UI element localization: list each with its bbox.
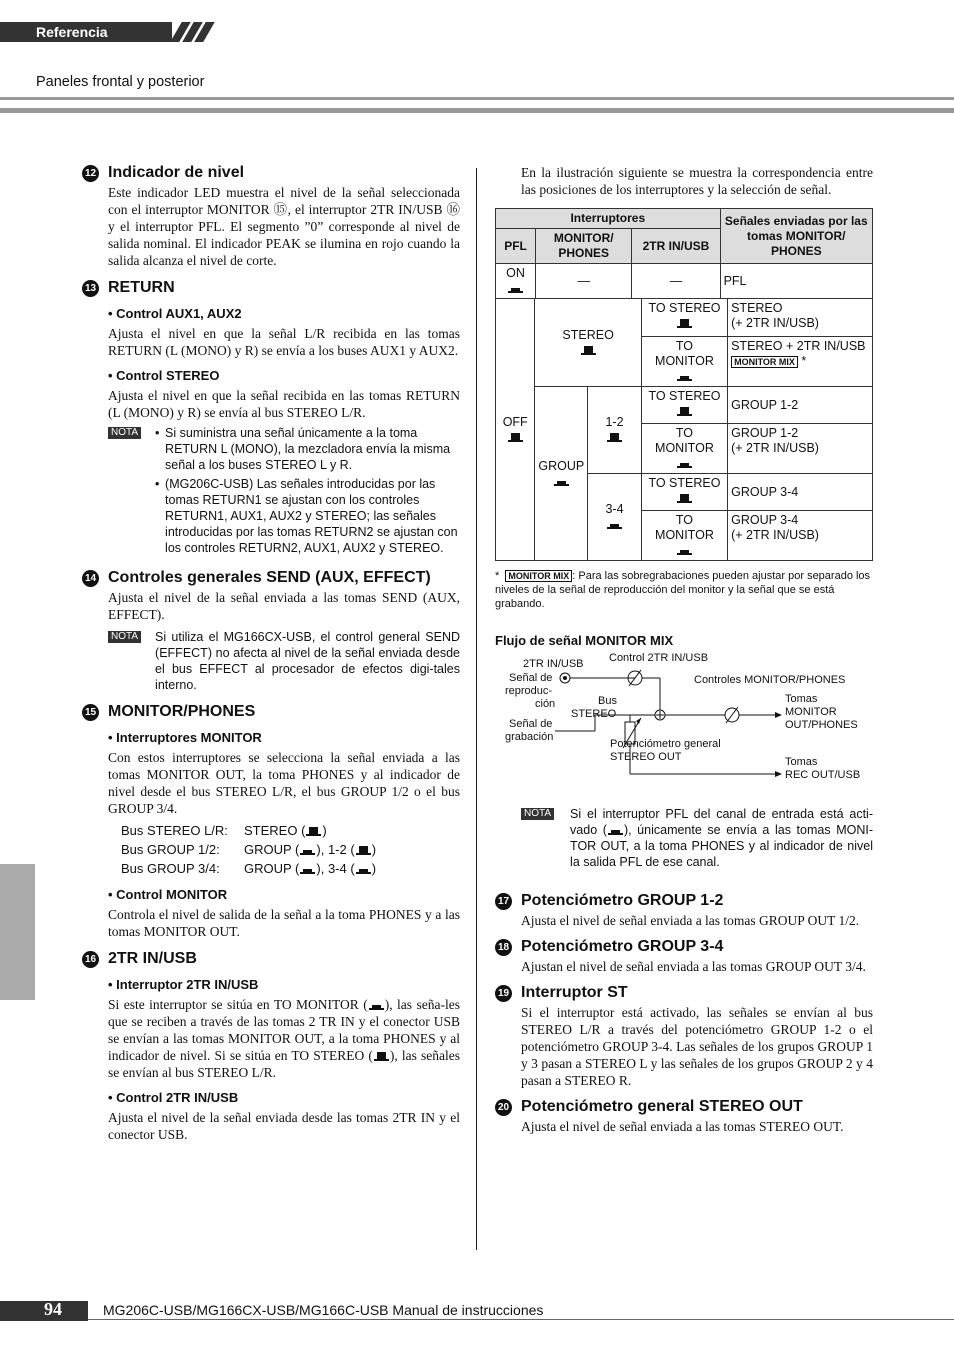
label-grab: Señal de xyxy=(509,718,553,730)
cell-result: GROUP 3-4 xyxy=(728,474,873,511)
note-item: (MG206C-USB) Las señales introducidas por las tomas RETURN1 se ajustan con los controles RETURN1, AUX1, AUX2 y STEREO; las señales introducidas por las tomas RETURN2 se ajustan con los controles RETURN2, AUX1, AUX2 y STEREO. xyxy=(165,477,458,555)
th-pfl: PFL xyxy=(496,229,536,264)
switch-up-icon xyxy=(607,433,622,442)
section-19-heading xyxy=(495,984,873,1002)
cell-to-stereo xyxy=(641,387,727,424)
cell-to-stereo xyxy=(641,474,727,511)
bus-label: Bus GROUP 1/2: xyxy=(121,842,220,857)
section-number: 17 xyxy=(495,893,512,910)
paragraph: Ajusta el nivel de la señal enviada desde las tomas 2TR IN y el conector USB. xyxy=(108,1110,460,1142)
bus-value: GROUP ( xyxy=(244,861,300,876)
label-pot: Potenciómetro general xyxy=(610,738,721,750)
cell-text: TO MONITOR xyxy=(655,339,714,368)
cell-text: TO STEREO xyxy=(648,476,721,490)
monitor-mix-badge: MONITOR MIX xyxy=(505,570,572,582)
bus-value: ) xyxy=(322,823,327,838)
note-block xyxy=(82,629,460,693)
switch-up-icon xyxy=(306,827,321,836)
section-14-heading xyxy=(82,569,460,587)
cell-text: STEREO xyxy=(562,327,614,342)
label-bus: Bus xyxy=(598,695,617,707)
cell-text: STEREO xyxy=(731,301,783,315)
cell-text: 1-2 xyxy=(605,415,624,429)
label-rec: Tomas xyxy=(785,756,818,768)
section-tab-label: Referencia xyxy=(36,24,108,40)
section-tab xyxy=(0,22,210,42)
bullet-heading: • Control STEREO xyxy=(108,368,220,383)
switch-down-icon xyxy=(608,826,623,835)
th-monitor: MONITOR/ PHONES xyxy=(536,229,632,264)
cell-text: ON xyxy=(506,266,525,280)
cell-to-monitor xyxy=(641,511,727,561)
section-title: 2TR IN/USB xyxy=(108,950,197,967)
switch-up-icon xyxy=(374,1052,389,1061)
switch-down-icon xyxy=(369,1001,384,1010)
switch-up-icon xyxy=(677,494,692,503)
paragraph: Ajusta el nivel de la señal enviada a las tomas SEND (AUX, EFFECT). xyxy=(108,590,460,622)
section-number: 14 xyxy=(82,570,99,587)
switch-up-icon xyxy=(677,319,692,328)
cell-text: GROUP 1-2 xyxy=(731,426,799,440)
bus-value: STEREO ( xyxy=(244,823,306,838)
column-divider xyxy=(476,168,477,1250)
bus-value: GROUP ( xyxy=(244,842,300,857)
text-run: ), las seña-les que se reciben a través de las tomas 2 TR IN y el conector USB se envían a las tomas MONITOR OUT, a la toma PHONES y al indicador de nivel. Si se sitúa en TO STEREO ( xyxy=(108,997,460,1063)
text-run: ), las señales se envían al bus STEREO L/R. xyxy=(108,1048,460,1080)
paragraph: Ajusta el nivel en que la señal L/R recibida en las tomas RETURN (L (MONO) y R) se envía a los buses AUX1 y AUX2. xyxy=(108,326,460,358)
switch-up-icon xyxy=(508,433,523,442)
switch-up-icon xyxy=(356,846,371,855)
cell-result: GROUP 1-2 xyxy=(728,387,873,424)
switch-down-icon xyxy=(300,846,315,855)
section-title: Controles generales SEND (AUX, EFFECT) xyxy=(108,569,431,586)
section-number: 12 xyxy=(82,165,99,182)
footer-rule xyxy=(88,1319,954,1320)
page-subtitle: Paneles frontal y posterior xyxy=(36,74,205,90)
label-bus: STEREO xyxy=(571,708,617,720)
th-signals: Señales enviadas por las tomas MONITOR/ PHONES xyxy=(720,209,872,264)
bullet-heading: • Interruptores MONITOR xyxy=(108,730,262,745)
bullet-heading: • Control AUX1, AUX2 xyxy=(108,306,242,321)
intro-paragraph: En la ilustración siguiente se muestra la correspondencia entre las posiciones de los interruptores y la selección de señal. xyxy=(521,165,873,197)
note-block xyxy=(495,806,873,870)
text-run: Si el interruptor PFL del canal de entrada está acti-vado ( xyxy=(570,807,873,837)
side-tab xyxy=(0,864,35,1000)
section-12-heading xyxy=(82,164,460,182)
note-text xyxy=(570,806,873,870)
page-number: 94 xyxy=(44,1299,62,1319)
section-16-heading xyxy=(82,950,460,968)
cell-dash: — xyxy=(632,264,720,299)
section-number: 15 xyxy=(82,704,99,721)
bus-value: ), 3-4 ( xyxy=(316,861,355,876)
switch-down-icon xyxy=(300,865,315,874)
right-column xyxy=(495,164,873,1135)
cell-result xyxy=(728,424,873,474)
monitor-mix-diagram xyxy=(495,652,873,796)
cell-on xyxy=(496,264,536,299)
label-ctrl-monitor: Controles MONITOR/PHONES xyxy=(694,674,846,686)
bus-value: ) xyxy=(371,842,377,857)
label-tomas: OUT/PHONES xyxy=(785,719,858,731)
paragraph: Si el interruptor está activado, las señales se envían al bus STEREO L/R a través del potenciómetro GROUP 1-2 o el potenciómetro GROUP 3-4. Las señales de los grupos GROUP 1 y 3 pasan a STEREO L y las señales de los grupos GROUP 2 y 4 pasan a STEREO R. xyxy=(521,1005,873,1088)
cell-pfl: PFL xyxy=(720,264,872,299)
section-title: RETURN xyxy=(108,279,175,296)
switch-down-icon xyxy=(677,459,692,468)
nota-badge: NOTA xyxy=(521,808,554,820)
cell-g12 xyxy=(588,387,642,474)
cell-text: * xyxy=(801,354,807,368)
section-number: 18 xyxy=(495,939,512,956)
section-title: Potenciómetro general STEREO OUT xyxy=(521,1098,803,1115)
switch-down-icon xyxy=(677,546,692,555)
note-text: Si utiliza el MG166CX-USB, el control general SEND (EFFECT) no afecta al nivel de la señal enviada desde el bus EFFECT al procesador de efectos digi-tales interno. xyxy=(155,630,460,692)
cell-to-monitor xyxy=(641,337,727,387)
label-pot: STEREO OUT xyxy=(610,751,682,763)
paragraph: Ajusta el nivel de señal enviada a las tomas GROUP OUT 1/2. xyxy=(521,913,860,928)
section-20-heading xyxy=(495,1098,873,1116)
section-12-text: Este indicador LED muestra el nivel de la señal seleccionada con el interruptor MONITOR ⑮, el interruptor 2TR IN/USB ⑯ y el interruptor PFL. El segmento ”0” corresponde al nivel de salida nominal. El indicador PEAK se ilumina en rojo cuando la salida alcanza el nivel de corte. xyxy=(108,185,460,268)
section-number: 13 xyxy=(82,280,99,297)
paragraph: Controla el nivel de salida de la señal a la toma PHONES y a las tomas MONITOR OUT. xyxy=(108,907,460,939)
footer-text: MG206C-USB/MG166CX-USB/MG166C-USB Manual de instrucciones xyxy=(103,1302,544,1318)
bus-label: Bus GROUP 3/4: xyxy=(121,861,220,876)
header-rule-thick xyxy=(0,108,954,113)
left-column xyxy=(82,164,460,1143)
cell-text: OFF xyxy=(502,414,528,429)
cell-result xyxy=(728,337,873,387)
section-15-heading xyxy=(82,703,460,721)
cell-g34 xyxy=(588,474,642,561)
cell-text: TO MONITOR xyxy=(655,513,714,542)
cell-group xyxy=(535,387,588,561)
flow-title: Flujo de señal MONITOR MIX xyxy=(495,633,674,648)
cell-text: GROUP xyxy=(538,458,585,473)
cell-text: 3-4 xyxy=(605,502,624,516)
cell-stereo xyxy=(535,299,641,387)
bullet-heading: • Control 2TR IN/USB xyxy=(108,1090,239,1105)
label-2tr: 2TR IN/USB xyxy=(523,658,584,670)
switch-up-icon xyxy=(581,346,596,355)
paragraph: Ajustan el nivel de señal enviada a las tomas GROUP OUT 3/4. xyxy=(521,959,866,974)
bus-value: ) xyxy=(371,861,377,876)
bus-value: ), 1-2 ( xyxy=(316,842,355,857)
section-title: Indicador de nivel xyxy=(108,164,245,181)
signal-table xyxy=(495,208,873,299)
cell-result xyxy=(728,299,873,337)
bus-table xyxy=(82,821,460,878)
section-18-heading xyxy=(495,938,873,956)
nota-badge: NOTA xyxy=(108,631,141,643)
paragraph: Ajusta el nivel de señal enviada a las tomas STEREO OUT. xyxy=(521,1119,844,1134)
switch-down-icon xyxy=(356,865,371,874)
section-title: MONITOR/PHONES xyxy=(108,703,256,720)
cell-to-stereo xyxy=(641,299,727,337)
section-number: 19 xyxy=(495,985,512,1002)
label-repro: Señal de xyxy=(509,672,553,684)
section-13-heading xyxy=(82,279,460,297)
cell-text: GROUP 3-4 xyxy=(731,513,799,527)
cell-off xyxy=(496,299,535,561)
bus-label: Bus STEREO L/R: xyxy=(121,823,228,838)
section-number: 20 xyxy=(495,1099,512,1116)
switch-down-icon xyxy=(677,372,692,381)
text-run: Si este interruptor se sitúa en TO MONITOR ( xyxy=(108,997,368,1012)
label-repro: reproduc- xyxy=(505,685,553,697)
label-grab: grabación xyxy=(505,731,554,743)
label-ctrl-2tr: Control 2TR IN/USB xyxy=(609,652,709,664)
text-run: ), únicamente se envía a las tomas MONI-TOR OUT, a la toma PHONES y al indicador de nivel la salida PFL de ese canal. xyxy=(570,823,873,869)
switch-down-icon xyxy=(607,520,622,529)
cell-to-monitor xyxy=(641,424,727,474)
label-tomas: Tomas xyxy=(785,693,818,705)
cell-text: (+ 2TR IN/USB) xyxy=(731,316,819,330)
cell-dash: — xyxy=(536,264,632,299)
section-number: 16 xyxy=(82,951,99,968)
monitor-mix-badge: MONITOR MIX xyxy=(731,356,798,368)
cell-text: TO STEREO xyxy=(648,301,721,315)
cell-text: (+ 2TR IN/USB) xyxy=(731,528,819,542)
th-switches: Interruptores xyxy=(496,209,721,229)
section-title: Potenciómetro GROUP 1-2 xyxy=(521,892,724,909)
header-rule xyxy=(0,97,954,100)
table-footnote: * MONITOR MIX : Para las sobregrabaciones pueden ajustar por separado los niveles de la señal de reproducción del monitor y la señal que se está grabando. xyxy=(495,570,871,610)
th-2tr: 2TR IN/USB xyxy=(632,229,720,264)
label-tomas: MONITOR xyxy=(785,706,837,718)
bullet-heading: • Control MONITOR xyxy=(108,887,228,902)
paragraph xyxy=(82,996,460,1081)
bullet-heading: • Interruptor 2TR IN/USB xyxy=(108,977,259,992)
section-17-heading xyxy=(495,892,873,910)
paragraph: Ajusta el nivel en que la señal recibida en las tomas RETURN (L (MONO) y R) se envía al bus STEREO L/R. xyxy=(108,388,460,420)
note-item: Si suministra una señal únicamente a la toma RETURN L (MONO), la mezcladora envía la misma señal a los buses STEREO L y R. xyxy=(165,426,451,472)
section-title: Potenciómetro GROUP 3-4 xyxy=(521,938,724,955)
cell-result xyxy=(728,511,873,561)
nota-badge: NOTA xyxy=(108,427,141,439)
section-title: Interruptor ST xyxy=(521,984,628,1001)
label-repro: ción xyxy=(535,698,556,710)
switch-up-icon xyxy=(677,407,692,416)
cell-text: (+ 2TR IN/USB) xyxy=(731,441,819,455)
switch-down-icon xyxy=(554,477,569,486)
label-rec: REC OUT/USB xyxy=(785,769,861,781)
cell-text: STEREO + 2TR IN/USB xyxy=(731,339,866,353)
signal-table-body xyxy=(495,298,873,561)
cell-text: TO STEREO xyxy=(648,389,721,403)
switch-down-icon xyxy=(508,284,523,293)
cell-text: TO MONITOR xyxy=(655,426,714,455)
paragraph: Con estos interruptores se selecciona la señal enviada a las tomas MONITOR OUT, la toma PHONES y al indicador de nivel desde el bus STEREO L/R, el bus GROUP 1/2 o el bus GROUP 3/4. xyxy=(108,750,460,816)
note-block: NOTA • Si suministra una señal únicamente a la toma RETURN L (MONO), la mezcladora envía la misma señal a los buses STEREO L y R. • (MG206C-USB) Las señales introducidas por las tomas RETURN1 se ajustan con los controles RETURN1, AUX1, AUX2 y STEREO; las señales introducidas por las tomas RETURN2 se ajustan con los controles RETURN2, AUX1, AUX2 y STEREO. xyxy=(82,425,460,559)
footnote-text: : Para las sobregrabaciones pueden ajustar por separado los niveles de la señal de reproducción del monitor y la señal que se está grabando. xyxy=(495,570,871,610)
